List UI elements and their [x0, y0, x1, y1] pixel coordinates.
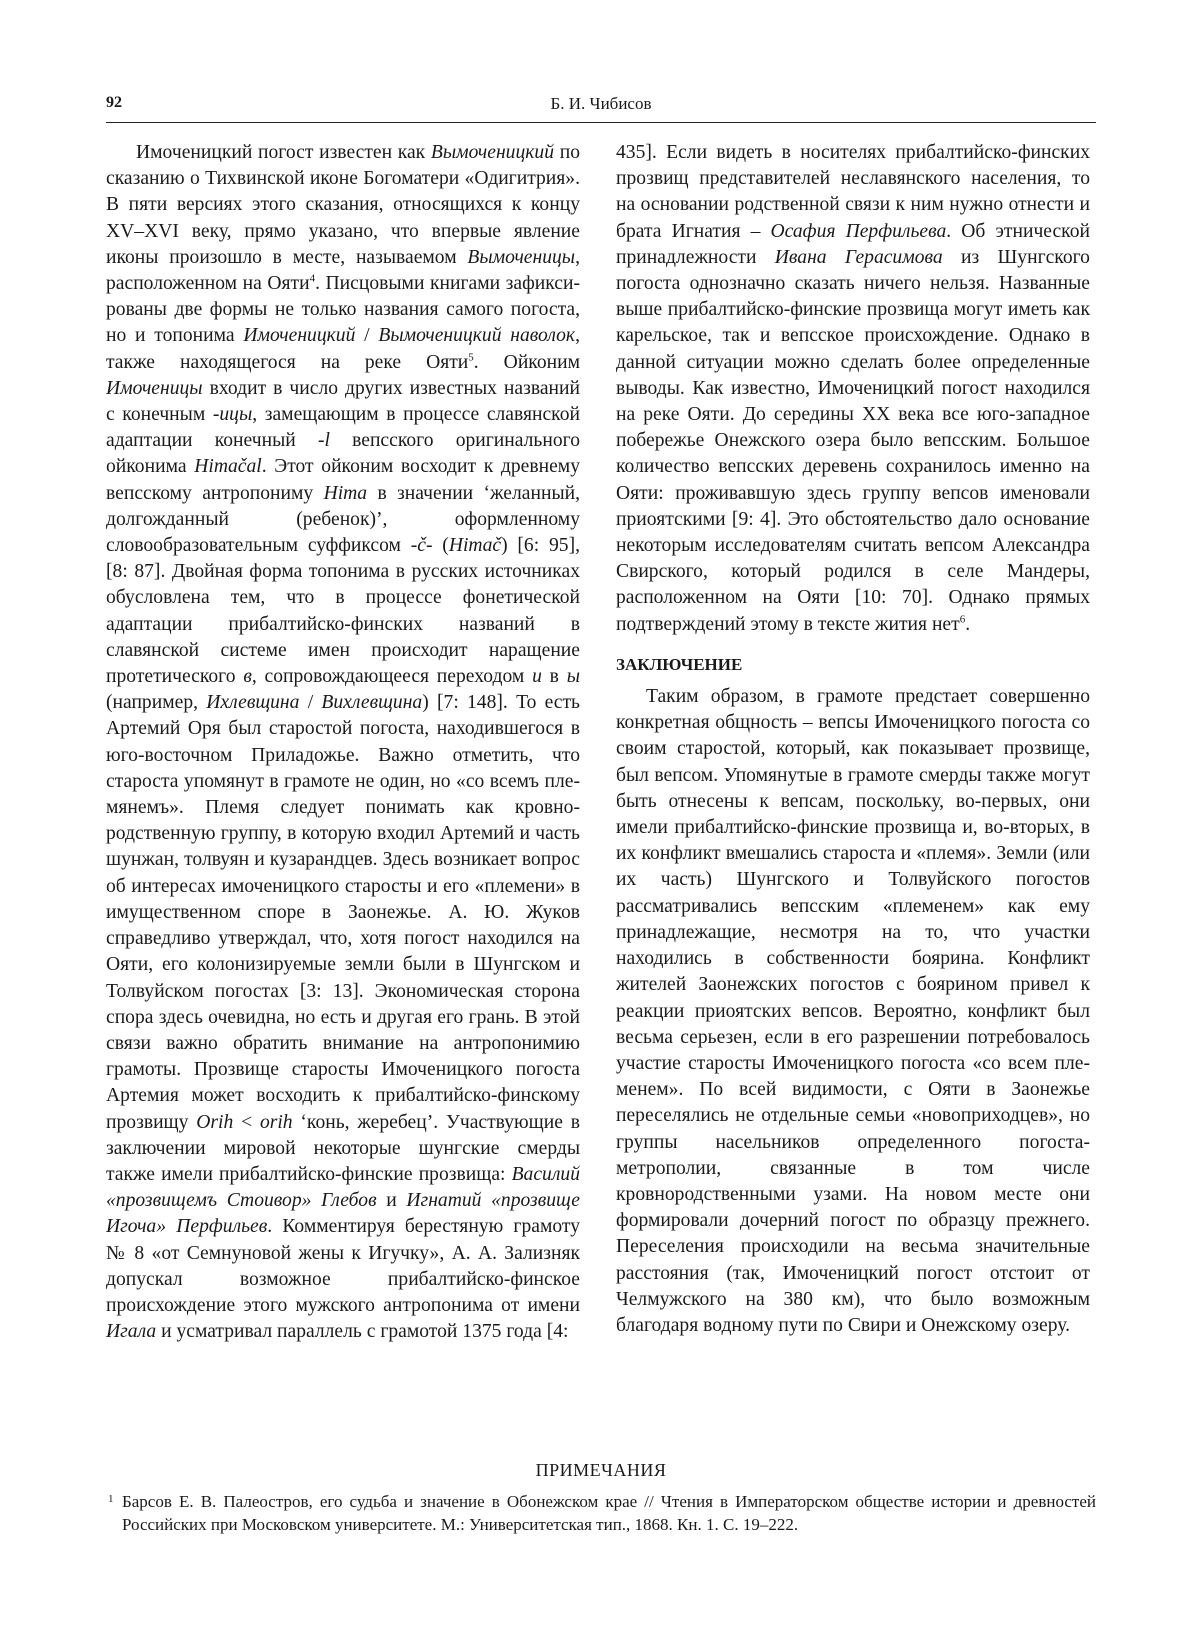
page-number: 92 — [106, 94, 122, 111]
right-column — [616, 140, 1090, 1339]
notes-section — [106, 1459, 1096, 1536]
footnote-number: 1 — [108, 1493, 114, 1505]
running-head-author: Б. И. Чибисов — [550, 94, 652, 113]
right-paragraph-1: 435]. Если видеть в носителях прибалтийско-финских прозвищ представителей неславянского населения, то на основании родственной связи к ним нужно отнести и брата Игнатия – Осафия Перфильева. Об этнической принадлежности Ивана Герасимова из Шунгского погоста однозначно сказать ничего нельзя. Названные выше прибалтийско-финские прозвища могут иметь как карельское, так и вепсское происхождение. Однако в данной ситуации можно сделать более определенные выводы. Как известно, Имоченицкий погост находился на реке Ояти. До середины XX века все юго-западное побережье Онежского озера было вепсским. Большое количество вепсских деревень сохранилось именно на Ояти: проживавшую здесь группу вепсов именовали приоятскими [9: 4]. Это обстоятельство дало основание некоторым исследователям считать вепсом Александра Свирского, который родился в селе Мандеры, расположенном на Ояти [10: 70]. Однако прямых подтверждений этому в тексте жития нет$^6$. — [616, 142, 1090, 635]
notes-title: ПРИМЕЧАНИЯ — [535, 1460, 667, 1480]
footnote-text: Барсов Е. В. Палеостров, его судьба и значение в Обонежском крае // Чтения в Императорском обществе истории и древностей Российских при Московском университете. М.: Университетская тип., 1868. Кн. 1. С. 19–222. — [122, 1492, 1096, 1534]
footnote-1 — [106, 1490, 1096, 1536]
left-column — [106, 140, 580, 1345]
right-paragraph-2: Таким образом, в грамоте предстает совершенно конкретная общность – вепсы Имоченицкого погоста со своим старостой, который, как показывает прозвище, был вепсом. Упомянутые в грамоте смерды также могут быть отнесены к вепсам, поскольку, во-первых, они имели прибалтийско-финские прозвища и, во-вторых, в их конфликт вмешались староста и «племя». Земли (или их часть) Шунгского и Толвуйского погостов рассматривались вепсским «племенем» как ему принадлежащие, несмотря на то, что участки находились в собственности боярина. Конфликт жителей Заонежских погостов с боярином привел к реакции приоятских вепсов. Вероятно, конфликт был весьма серьезен, если в его разрешении потребовалось участие старосты Имоченицкого погоста «со всем племенем». По всей видимости, с Ояти в Заонежье переселялись не отдельные семьи «новоприходцев», но группы насельников определенного погоста-метрополии, связанные в том числе кровнородственными узами. На новом месте они формировали дочерний погост по образцу прежнего. Переселения происходили на весьма значительные расстояния (так, Имоченицкий погост отстоит от Челмужского на 380 км), что было возможным благодаря водному пути по Свири и Онежскому озеру. — [616, 686, 1090, 1336]
section-title-conclusion: ЗАКЛЮЧЕНИЕ — [616, 654, 743, 674]
left-paragraph-1: Имоченицкий погост известен как Вымоченицкий по сказанию о Тихвинской иконе Богоматери «Одигитрия». В пяти версиях этого сказания, относящихся к концу XV–XVI веку, прямо указано, что впервые явление иконы произошло в месте, называемом Вымоченицы, расположенном на Ояти$^4$. Писцовыми книгами зафиксированы две формы не только названия самого погоста, но и топонима Имоченицкий / Вымоченицкий наволок, также находящегося на реке Ояти$^5$. Ойконим Имоченицы входит в число других известных названий с конечным -ицы, замещающим в процессе славянской адаптации конечный -l вепсского оригинального ойконима Himačal. Этот ойконим восходит к древнему вепсскому антропониму Hima в значении ‘желанный, долгожданный (ребенок)’, оформленному словообразовательным суффиксом -č- (Himač) [6: 95], [8: 87]. Двойная форма топонима в русских источниках обусловлена тем, что в процессе фонетической адаптации прибалтийско-финских названий в славянской системе имен происходит наращение протетического в, сопровождающееся переходом и в ы (например, Ихлевщина / Вихлевщина) [7: 148]. То есть Артемий Оря был старостой погоста, находившегося в юго-восточном Приладожье. Важно отметить, что староста упомянут в грамоте не один, но «со всемъ племянемъ». Племя следует понимать как кровнородственную группу, в которую входил Артемий и часть шунжан, толвуян и кузарандцев. Здесь возникает вопрос об интересах имоченицкого старосты и его «племени» в имущественном споре в Заонежье. А. Ю. Жуков справедливо утверждал, что, хотя погост находился на Ояти, его колонизируемые земли были в Шунгском и Толвуйском погостах [3: 13]. Экономическая сторона спора здесь очевидна, но есть и другая его грань. В этой связи важно обратить внимание на антропонимию грамоты. Прозвище старосты Имоченицкого погоста Артемия может восходить к прибалтийско-финскому прозвищу Orih < orih ‘конь, жеребец’. Участвующие в заключении мировой некоторые шунгские смерды также имели прибалтийско-финские прозвища: Василий «прозвищемъ Стоивор» Глебов и Игнатий «прозвище Игоча» Перфильев. Комментируя берестяную грамоту № 8 «от Семнуновой жены к Игучку», А. А. Зализняк допускал возможное прибалтийско-финское происхождение этого мужского антропонима от имени Игала и усматривал параллель с грамотой 1375 года [4: — [106, 142, 581, 1343]
page-header — [106, 92, 1096, 123]
